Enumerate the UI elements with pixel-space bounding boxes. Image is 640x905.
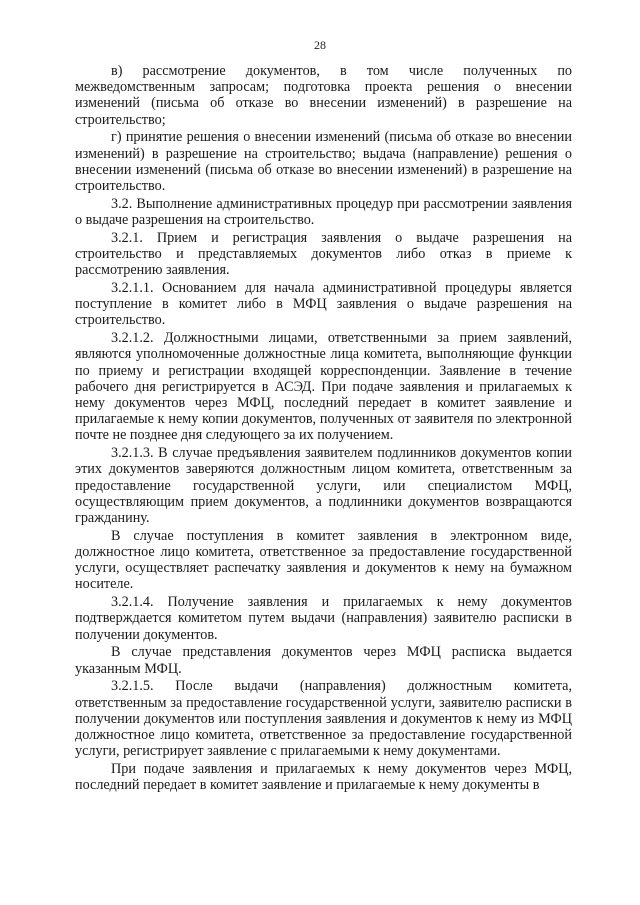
page-number: 28 [314,38,326,52]
paragraph-3-2-1: 3.2.1. Прием и регистрация заявления о выдаче разрешения на строительство и представляемых документов либо отказ в приеме к рассмотрению заявления. [75,229,572,279]
paragraph-mfc-transfer: При подаче заявления и прилагаемых к нему документов через МФЦ, последний передает в комитет заявление и прилагаемые к нему документы в [75,761,572,794]
paragraph-mfc-receipt: В случае представления документов через МФЦ расписка выдается указанным МФЦ. [75,644,572,677]
paragraph-3-2-1-5: 3.2.1.5. После выдачи (направления) должностным комитета, ответственным за предоставление государственной услуги, заявителю расписки в получении документов или поступления заявления и документов к нему из МФЦ должностное лицо комитета, ответственное за предоставление государственной услуги, регистрирует заявление с прилагаемыми к нему документами. [75,678,572,760]
paragraph-3-2: 3.2. Выполнение административных процедур при рассмотрении заявления о выдаче разрешения на строительство. [75,195,572,229]
paragraph-v: в) рассмотрение документов, в том числе полученных по межведомственным запросам; подготовка проекта решения о внесении изменений (письма об отказе во внесении изменений) в разрешение на строительство; [75,63,572,128]
paragraph-3-2-1-2: 3.2.1.2. Должностными лицами, ответственными за прием заявлений, являются уполномоченные должностные лица комитета, выполняющие функции по приему и регистрации входящей корреспонденции. Заявление в течение рабочего дня регистрируется в АСЭД. При подаче заявления и прилагаемых к нему документов через МФЦ, последний передает в комитет заявление и прилагаемые к нему копии документов, полученных от заявителя по электронной почте не позднее дня следующего за их получением. [75,330,572,444]
paragraph-g: г) принятие решения о внесении изменений (письма об отказе во внесении изменений) в разрешение на строительство; выдача (направление) решения о внесении изменений (письма об отказе во внесении изменений) в разрешение на строительство. [75,129,572,195]
paragraph-3-2-1-3: 3.2.1.3. В случае предъявления заявителем подлинников документов копии этих документов заверяются должностным лицом комитета, ответственным за предоставление государственной услуги, или специалистом МФЦ, осуществляющим прием документов, а подлинники документов возвращаются гражданину. [75,445,572,527]
paragraph-3-2-1-1: 3.2.1.1. Основанием для начала административной процедуры является поступление в комитет либо в МФЦ заявления о выдаче разрешения на строительство. [75,280,572,329]
paragraph-electronic-submission: В случае поступления в комитет заявления в электронном виде, должностное лицо комитета, ответственное за предоставление государственной услуги, осуществляет распечатку заявления и документов к нему на бумажном носителе. [75,527,572,593]
paragraph-3-2-1-4: 3.2.1.4. Получение заявления и прилагаемых к нему документов подтверждается комитетом путем выдачи (направления) заявителю расписки в получении документов. [75,594,572,643]
document-body [75,63,572,795]
